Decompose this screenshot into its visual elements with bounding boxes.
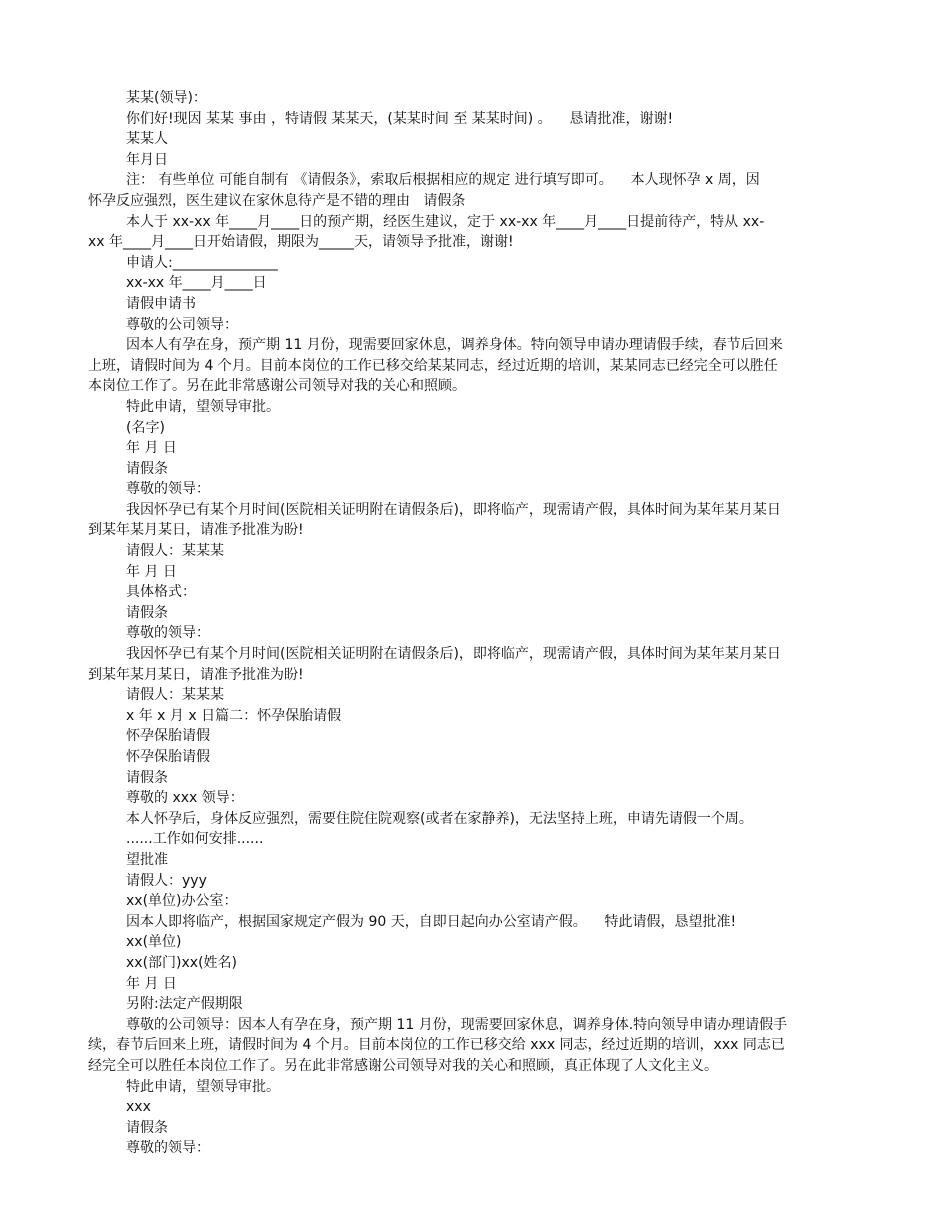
section-heading: 怀孕保胎请假 bbox=[126, 749, 210, 765]
section-heading: 请假条 bbox=[126, 604, 168, 621]
text-line: x 年 x 月 x 日篇二：怀孕保胎请假 bbox=[126, 707, 342, 724]
text-line: (名字) bbox=[126, 419, 165, 436]
text-line: 因本人即将临产，根据国家规定产假为 90 天，自即日起向办公室请产假。 特此请假，恳望批准! bbox=[126, 913, 737, 930]
text-line: 尊敬的 xxx 领导： bbox=[126, 790, 244, 807]
text-line: 年 月 日 bbox=[126, 975, 177, 992]
text-line: 特此申请，望领导审批。 bbox=[126, 1078, 280, 1095]
section-heading: 请假申请书 bbox=[126, 295, 196, 312]
text-line: 我因怀孕已有某个月时间(医院相关证明附在请假条后)，即将临产，现需请产假，具体时间为某年某月某日 bbox=[126, 646, 781, 663]
text-line: 尊敬的领导： bbox=[126, 625, 210, 642]
text-line: 注： 有些单位 可能自制有 《请假条》，索取后根据相应的规定 进行填写即可。 本人现怀孕 x 周，因 bbox=[126, 172, 760, 189]
text-line: 本岗位工作了。另在此非常感谢公司领导对我的关心和照顾。 bbox=[88, 378, 466, 395]
text-line: 请假人：某某某 bbox=[126, 543, 224, 560]
text-line: 尊敬的公司领导： bbox=[126, 316, 238, 333]
text-line: 尊敬的领导： bbox=[126, 1140, 210, 1157]
text-line: 某某人 bbox=[126, 131, 168, 148]
text-line: xx 年____月____日开始请假，期限为_____天，请领导予批准，谢谢! bbox=[88, 234, 514, 251]
text-line: 到某年某月某日，请准予批准为盼! bbox=[88, 666, 304, 683]
document-body bbox=[88, 88, 853, 1159]
text-line: 具体格式： bbox=[126, 584, 196, 601]
section-heading: 怀孕保胎请假 bbox=[126, 728, 210, 745]
section-heading: 请假条 bbox=[126, 460, 168, 477]
text-line: 本人于 xx-xx 年____月____日的预产期，经医生建议，定于 xx-xx 年____月____日提前待产，特从 xx- bbox=[126, 213, 765, 230]
text-line: 请假人：yyy bbox=[126, 872, 207, 889]
text-line: 本人怀孕后，身体反应强烈，需要住院住院观察(或者在家静养)，无法坚持上班，申请先请假一个周。 bbox=[126, 810, 753, 827]
text-line: 特此申请，望领导审批。 bbox=[126, 398, 280, 415]
text-line: 你们好!现因 某某 事由 ，特请假 某某天，(某某时间 至 某某时间) 。 恳请批准，谢谢! bbox=[126, 110, 674, 127]
text-line: 望批准 bbox=[126, 851, 168, 868]
text-line: xx(单位) bbox=[126, 934, 182, 951]
text-line: 年 月 日 bbox=[126, 440, 177, 457]
text-line: 尊敬的领导： bbox=[126, 481, 210, 498]
text-line: 到某年某月某日，请准予批准为盼! bbox=[88, 522, 304, 539]
text-line: 请假人：某某某 bbox=[126, 687, 224, 704]
text-line: xx(单位)办公室： bbox=[126, 893, 238, 910]
text-line: xxx bbox=[126, 1099, 151, 1116]
section-heading: 请假条 bbox=[126, 769, 168, 786]
text-line: xx-xx 年____月____日 bbox=[126, 275, 267, 292]
text-line: 上班，请假时间为 4 个月。目前本岗位的工作已移交给某某同志，经过近期的培训，某某同志已经完全可以胜任 bbox=[88, 357, 778, 374]
section-heading: 另附:法定产假期限 bbox=[126, 996, 243, 1013]
text-line: 经完全可以胜任本岗位工作了。另在此非常感谢公司领导对我的关心和照顾，真正体现了人文化主义。 bbox=[88, 1057, 718, 1074]
text-line: ......工作如何安排...... bbox=[126, 831, 264, 848]
text-line: 我因怀孕已有某个月时间(医院相关证明附在请假条后)，即将临产，现需请产假，具体时间为某年某月某日 bbox=[126, 501, 781, 518]
text-line: 年 月 日 bbox=[126, 563, 177, 580]
text-line: xx(部门)xx(姓名) bbox=[126, 954, 237, 971]
text-line: 年月日 bbox=[126, 151, 168, 168]
text-line: 尊敬的公司领导：因本人有孕在身，预产期 11 月份，现需要回家休息，调养身体.特向领导申请办理请假手 bbox=[126, 1016, 788, 1033]
text-line: 怀孕反应强烈，医生建议在家休息待产是不错的理由 请假条 bbox=[88, 192, 466, 209]
text-line: 续，春节后回来上班，请假时间为 4 个月。目前本岗位的工作已移交给 xxx 同志，经过近期的培训，xxx 同志已 bbox=[88, 1037, 785, 1054]
text-line: 因本人有孕在身，预产期 11 月份，现需要回家休息，调养身体。特向领导申请办理请假手续，春节后回来 bbox=[126, 337, 783, 354]
section-heading: 请假条 bbox=[126, 1119, 168, 1136]
text-line: 申请人:_______________ bbox=[126, 254, 278, 271]
text-line: 某某(领导)： bbox=[126, 90, 207, 106]
